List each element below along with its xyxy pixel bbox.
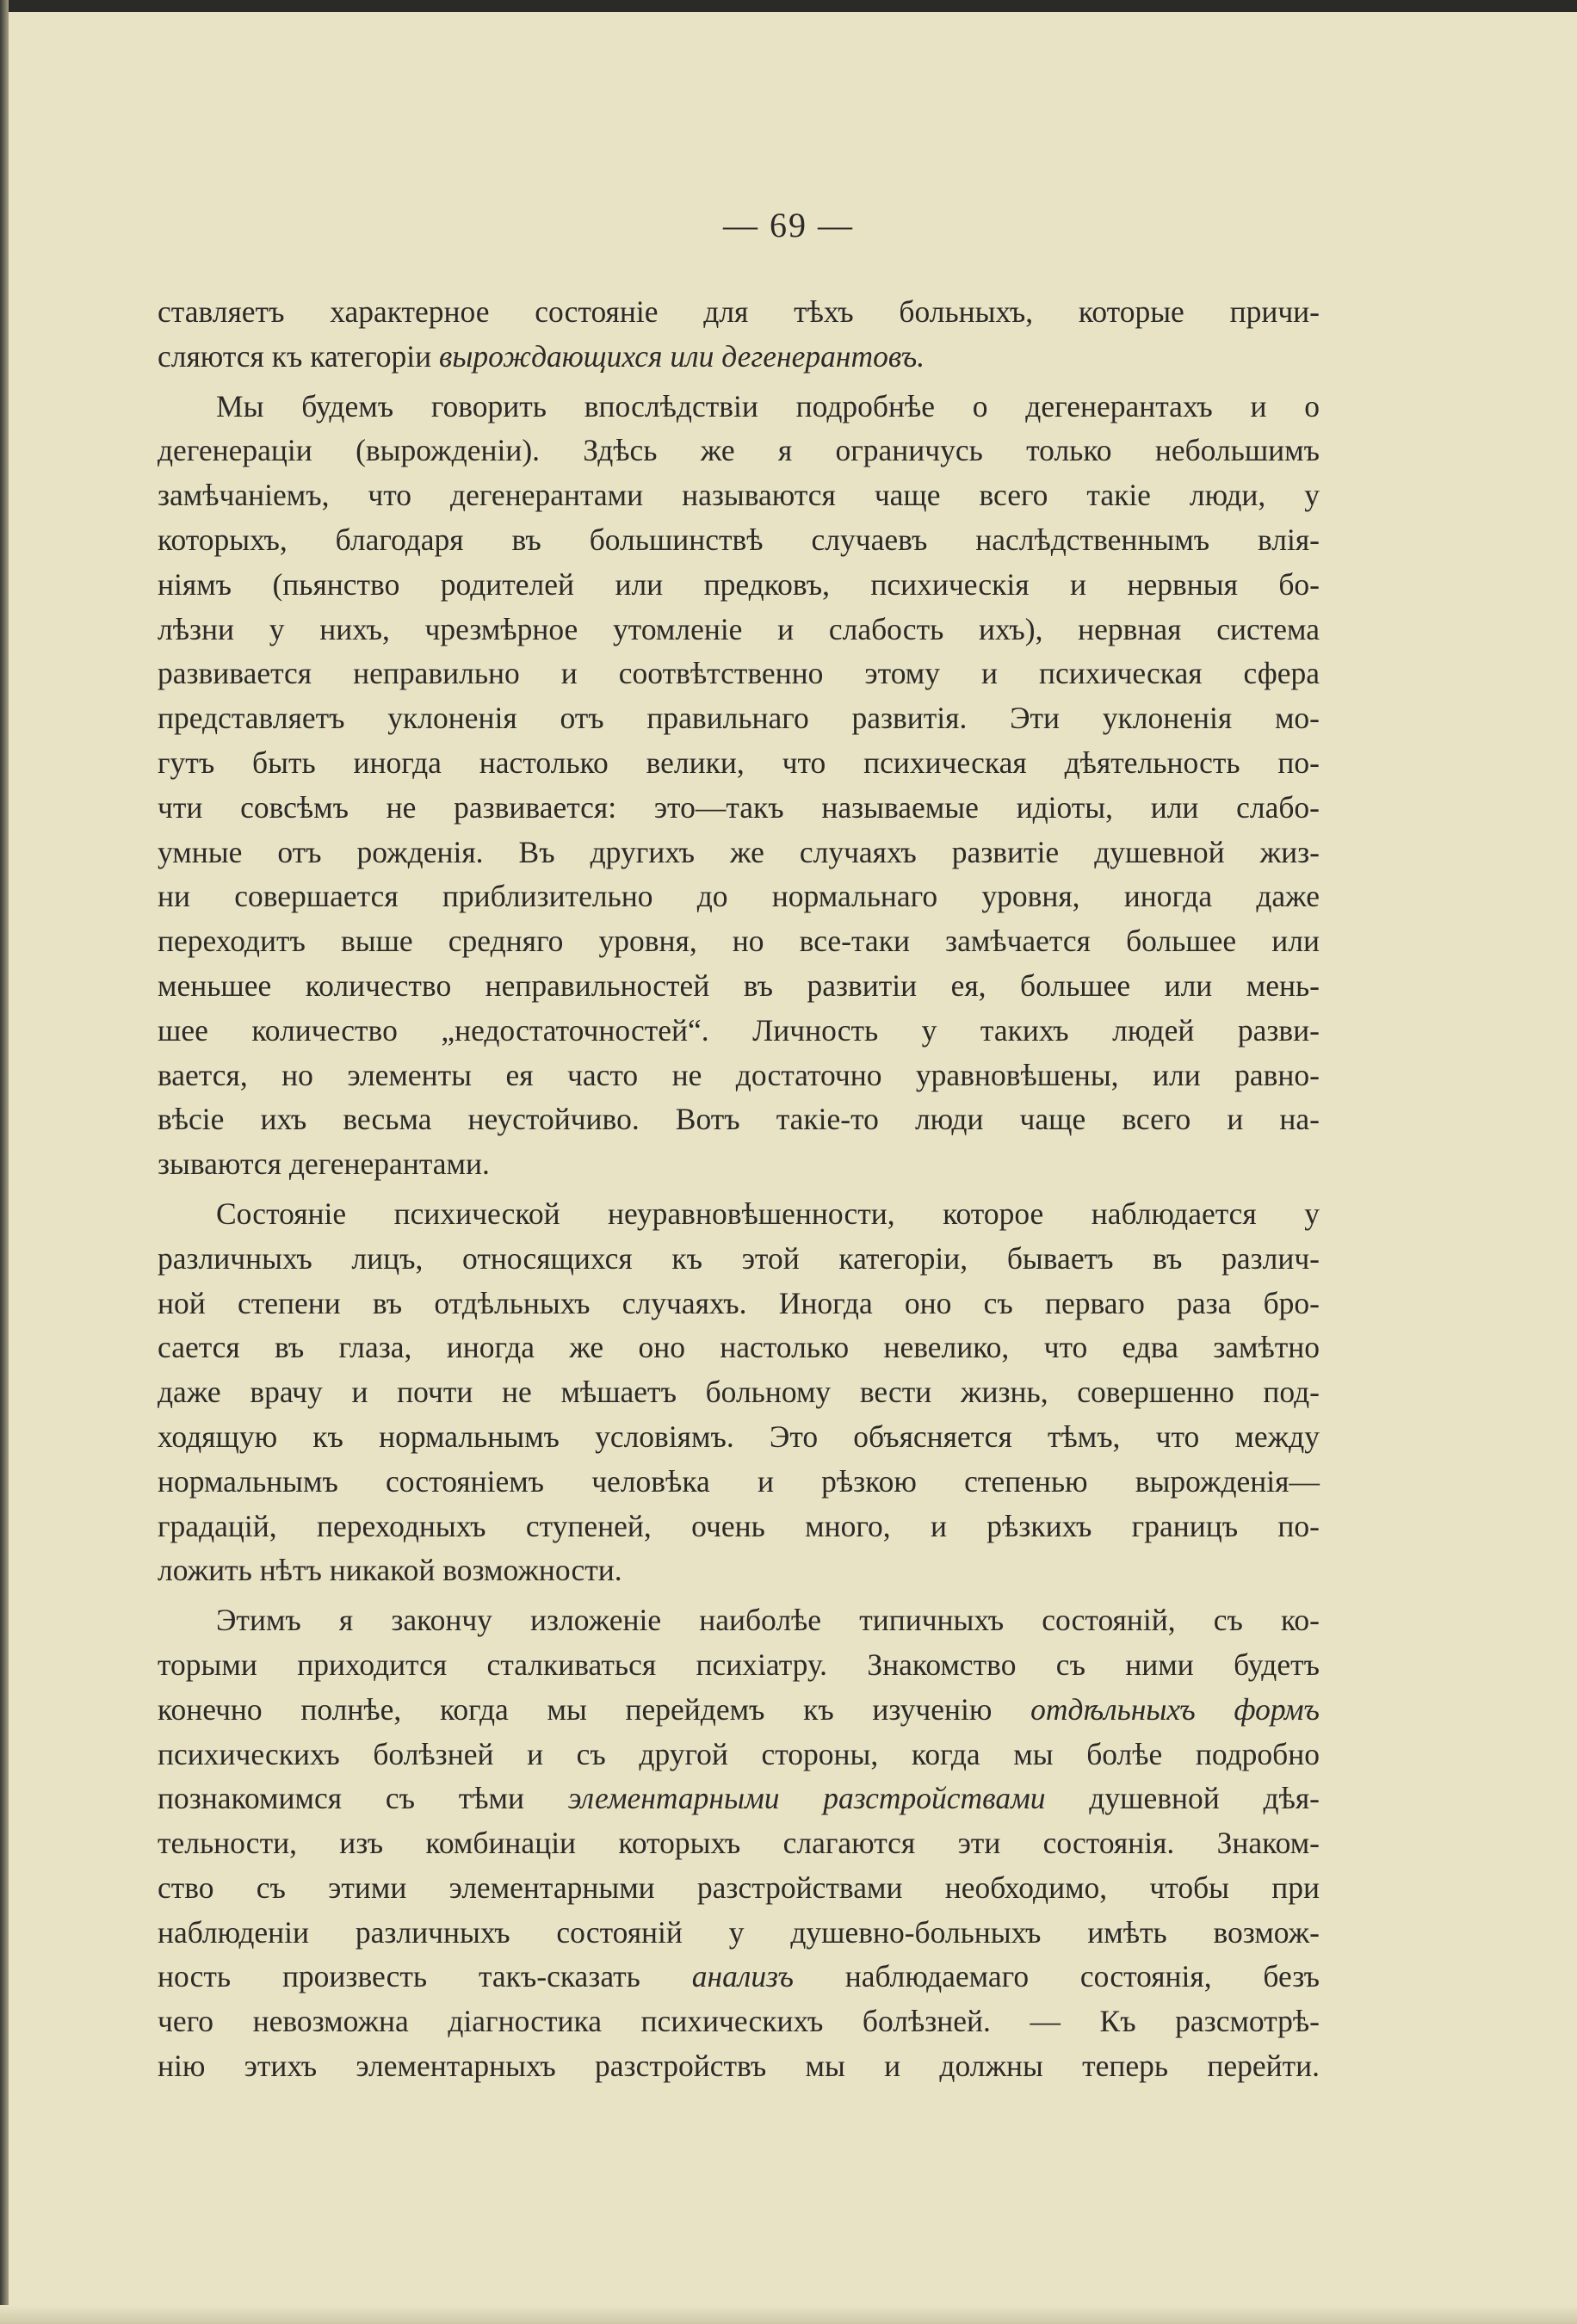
text-run: наблюдаемаго состоянiя, безъ <box>793 1959 1320 1994</box>
text-run: которыхъ, благодаря въ большинствѣ случаевъ наслѣдственнымъ влiя- <box>158 522 1320 557</box>
text-run: тельности, изъ комбинацiи которыхъ слагаются эти состоянiя. Знаком- <box>158 1826 1320 1861</box>
text-line <box>158 1548 1320 1593</box>
paragraph-1 <box>158 290 1320 380</box>
text-run: нiю этихъ элементарныхъ разстройствъ мы и должны теперь перейти. <box>158 2049 1320 2084</box>
text-line <box>158 1142 1320 1187</box>
text-line <box>158 1415 1320 1460</box>
text-line <box>158 1505 1320 1549</box>
text-line <box>158 1911 1320 1956</box>
text-run: Мы будемъ говорить впослѣдствiи подробнѣе о дегенерантахъ и о <box>216 388 1320 423</box>
text-run: нiямъ (пьянство родителей или предковъ, психическiя и нервныя бо- <box>158 566 1320 602</box>
text-line <box>158 1821 1320 1866</box>
text-line <box>158 608 1320 652</box>
text-line <box>158 741 1320 786</box>
text-line <box>158 1054 1320 1098</box>
text-line <box>158 1643 1320 1688</box>
text-line <box>158 652 1320 696</box>
text-run: шее количество „недостаточностей“. Личность у такихъ людей разви- <box>158 1012 1320 1048</box>
text-run: психическихъ болѣзней и съ другой стороны, когда мы болѣе подробно <box>158 1736 1320 1771</box>
text-run: вѣсiе ихъ весьма неустойчиво. Вотъ такiе-то люди чаще всего и на- <box>158 1102 1320 1137</box>
text-run: развивается неправильно и соотвѣтственно этому и психическая сфера <box>158 656 1320 691</box>
text-run: ставляетъ характерное состоянiе для тѣхъ больныхъ, которые причи- <box>158 294 1320 329</box>
text-line <box>158 429 1320 473</box>
text-run: душевной дѣя- <box>1045 1781 1320 1816</box>
text-run: ходящую къ нормальнымъ условiямъ. Это объясняется тѣмъ, что между <box>158 1419 1320 1454</box>
body-text <box>158 290 1320 2094</box>
text-run: Этимъ я закончу изложенiе наиболѣе типичныхъ состоянiй, съ ко- <box>216 1603 1320 1638</box>
text-line <box>158 1097 1320 1142</box>
text-run: даже врачу и почти не мѣшаетъ больному вести жизнь, совершенно под- <box>158 1375 1320 1410</box>
text-line <box>158 1866 1320 1911</box>
text-run: ство съ этими элементарными разстройствами необходимо, чтобы при <box>158 1870 1320 1905</box>
italic-phrase: элементарными разстройствами <box>567 1781 1046 1816</box>
text-run: ложить нѣтъ никакой возможности. <box>158 1553 622 1588</box>
text-line <box>158 1598 1320 1643</box>
text-run: лѣзни у нихъ, чрезмѣрное утомленiе и слабость ихъ), нервная система <box>158 611 1320 646</box>
text-run: умные отъ рожденiя. Въ другихъ же случаяхъ развитiе душевной жиз- <box>158 834 1320 869</box>
text-run: конечно полнѣе, когда мы перейдемъ къ изученiю <box>158 1691 1031 1727</box>
text-run: торыми приходится сталкиваться психiатру. Знакомство съ ними будетъ <box>158 1647 1320 1682</box>
text-run: познакомимся съ тѣми <box>158 1781 568 1816</box>
text-line <box>158 1370 1320 1415</box>
text-line <box>158 831 1320 875</box>
text-run: замѣчанiемъ, что дегенерантами называются чаще всего такiе люди, у <box>158 478 1320 513</box>
text-run: наблюденiи различныхъ состоянiй у душевно-больныхъ имѣть возмож- <box>158 1914 1320 1950</box>
text-run: сается въ глаза, иногда же оно настолько невелико, что едва замѣтно <box>158 1330 1320 1365</box>
text-run: переходитъ выше средняго уровня, но все-таки замѣчается большее или <box>158 924 1320 959</box>
text-line <box>158 1955 1320 2000</box>
italic-phrase: вырождающихся или дегенерантовъ. <box>438 338 925 374</box>
text-line <box>158 696 1320 741</box>
paragraph-3 <box>158 1192 1320 1593</box>
text-run: нормальнымъ состоянiемъ человѣка и рѣзкою степенью вырожденiя— <box>158 1463 1320 1499</box>
text-line <box>158 1733 1320 1777</box>
text-run: различныхъ лицъ, относящихся къ этой категорiи, бываетъ въ различ- <box>158 1240 1320 1276</box>
text-run: ность произвесть такъ-сказать <box>158 1959 692 1994</box>
text-line <box>158 1326 1320 1370</box>
scan-bottom-edge <box>0 2305 1577 2324</box>
italic-phrase: анализъ <box>691 1959 794 1994</box>
text-line <box>158 335 1320 380</box>
text-run: сляются къ категорiи <box>158 338 439 374</box>
text-line <box>158 964 1320 1009</box>
scan-top-edge <box>0 0 1577 12</box>
text-line <box>158 919 1320 964</box>
scan-left-edge <box>0 0 9 2324</box>
text-run: градацiй, переходныхъ ступеней, очень много, и рѣзкихъ границъ по- <box>158 1508 1320 1543</box>
text-line <box>158 1688 1320 1733</box>
text-line <box>158 1282 1320 1326</box>
text-run: Состоянiе психической неуравновѣшенности, которое наблюдается у <box>216 1196 1320 1231</box>
text-run: чего невозможна дiагностика психическихъ болѣзней. — Къ разсмотрѣ- <box>158 2004 1320 2039</box>
text-run: меньшее количество неправильностей въ развитiи ея, большее или мень- <box>158 967 1320 1003</box>
text-line <box>158 1009 1320 1054</box>
text-line <box>158 385 1320 430</box>
text-line <box>158 786 1320 831</box>
text-line <box>158 518 1320 563</box>
text-run: чти совсѣмъ не развивается: это—такъ называемые идiоты, или слабо- <box>158 789 1320 825</box>
text-line <box>158 1460 1320 1505</box>
text-run: вается, но элементы ея часто не достаточно уравновѣшены, или равно- <box>158 1057 1320 1092</box>
text-run: ной степени въ отдѣльныхъ случаяхъ. Иногда оно съ перваго раза бро- <box>158 1285 1320 1320</box>
text-run: зываются дегенерантами. <box>158 1147 490 1182</box>
text-line <box>158 1777 1320 1821</box>
text-line <box>158 1237 1320 1282</box>
text-line <box>158 2000 1320 2044</box>
text-line <box>158 563 1320 608</box>
italic-phrase: отдѣльныхъ формъ <box>1030 1691 1320 1727</box>
paragraph-4 <box>158 1598 1320 2089</box>
text-run: ни совершается приблизительно до нормальнаго уровня, иногда даже <box>158 879 1320 914</box>
text-line <box>158 2044 1320 2089</box>
text-line <box>158 875 1320 919</box>
text-run: представляетъ уклоненiя отъ правильнаго развитiя. Эти уклоненiя мо- <box>158 701 1320 736</box>
text-run: гутъ быть иногда настолько велики, что психическая дѣятельность по- <box>158 745 1320 780</box>
text-line <box>158 1192 1320 1237</box>
text-line <box>158 473 1320 518</box>
text-line <box>158 290 1320 335</box>
page-number: — 69 — <box>723 206 854 244</box>
text-run: дегенерацiи (вырожденiи). Здѣсь же я ограничусь только небольшимъ <box>158 433 1320 468</box>
paragraph-2 <box>158 385 1320 1187</box>
